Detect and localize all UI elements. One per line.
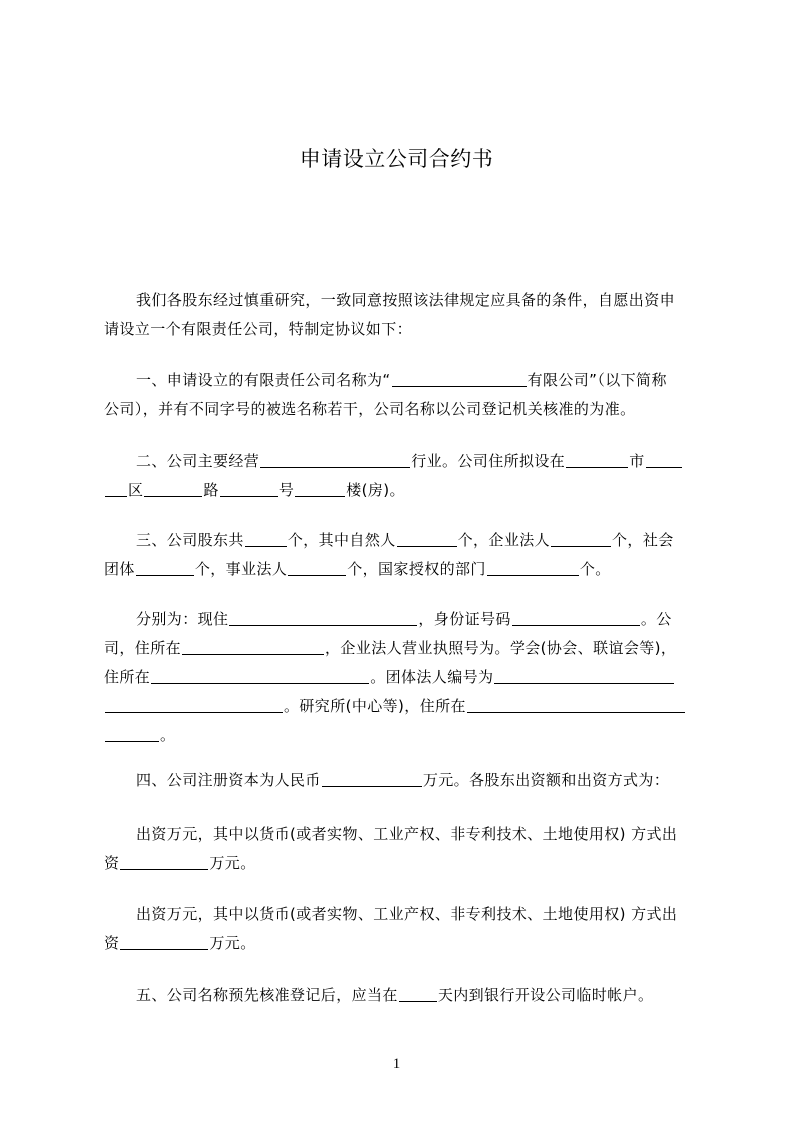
group-count-blank[interactable] [136, 561, 194, 576]
company-address-blank[interactable] [182, 640, 324, 655]
natural-person-count-blank[interactable] [397, 532, 457, 547]
number-blank[interactable] [220, 482, 278, 497]
section-2-business-address: 二、公司主要经营 行业。公司住所拟设在 市 区 路 号 楼(房)。 [104, 447, 700, 505]
group-legal-person-number-blank-part2[interactable] [105, 698, 283, 713]
investment-clause-2: 出资万元，其中以货币(或者实物、工业产权、非专利技术、土地使用权) 方式出 资 万元。 [104, 905, 678, 952]
business-scope-blank[interactable] [260, 453, 410, 468]
shareholder-count-blank[interactable] [245, 532, 287, 547]
company-name-blank[interactable] [392, 372, 527, 387]
state-department-count-blank[interactable] [487, 561, 579, 576]
district-blank-part2[interactable] [105, 482, 127, 497]
investment-clause-1: 出资万元，其中以货币(或者实物、工业产权、非专利技术、土地使用权) 方式出 资 万元。 [104, 825, 678, 872]
intro-line-2: 请设立一个有限责任公司，特制定协议如下： [104, 320, 413, 338]
document-title: 申请设立公司合约书 [299, 147, 494, 171]
section-3-shareholder-details: 分别为：现住 ，身份证号码 。公 司，住所在 ，企业法人营业执照号为。学会(协会、联谊会等)， 住所在 。团体法人编号为 。研究所(中心等)，住所在 。 [104, 605, 700, 750]
district-blank-part1[interactable] [646, 453, 682, 468]
residence-blank[interactable] [229, 611, 417, 626]
page-number: 1 [392, 1056, 401, 1072]
section-4-registered-capital: 四、公司注册资本为人民币 万元。各股东出资额和出资方式为： [136, 771, 670, 789]
intro-paragraph [104, 286, 700, 344]
section-3-shareholders: 三、公司股东共 个，其中自然人 个，企业法人 个，社会 团体 个，事业法人 个，国家授权的部门 个。 [104, 531, 674, 578]
days-blank[interactable] [399, 987, 437, 1002]
id-number-blank[interactable] [512, 611, 640, 626]
investment-amount-blank-2[interactable] [120, 935, 208, 950]
investment-amount-blank-1[interactable] [120, 855, 208, 870]
society-address-blank[interactable] [151, 669, 369, 684]
intro-line-1: 我们各股东经过慎重研究，一致同意按照该法律规定应具备的条件，自愿出资申 [136, 291, 676, 309]
section-1-company-name: 一、申请设立的有限责任公司名称为“ 有限公司”（以下简称 公司），并有不同字号的被选名称若干，公司名称以公司登记机关核准的为准。 [104, 371, 667, 418]
building-blank[interactable] [295, 482, 345, 497]
institute-address-blank-part2[interactable] [105, 727, 159, 742]
registered-capital-blank[interactable] [322, 772, 422, 787]
group-legal-person-number-blank-part1[interactable] [494, 669, 674, 684]
section-5-bank-account: 五、公司名称预先核准登记后，应当在 天内到银行开设公司临时帐户。 [136, 986, 654, 1004]
institution-count-blank[interactable] [288, 561, 346, 576]
city-blank[interactable] [566, 453, 628, 468]
institute-address-blank-part1[interactable] [467, 698, 685, 713]
enterprise-legal-person-count-blank[interactable] [551, 532, 611, 547]
road-blank[interactable] [144, 482, 202, 497]
